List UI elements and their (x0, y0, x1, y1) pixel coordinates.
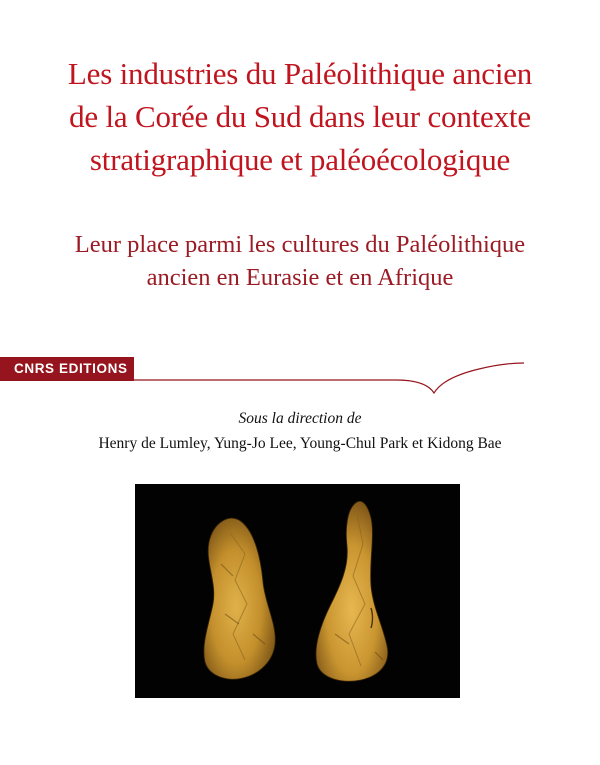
title-line-2: de la Corée du Sud dans leur contexte (69, 99, 531, 134)
publisher-label: CNRS EDITIONS (0, 357, 134, 381)
book-title (0, 52, 600, 181)
direction-label: Sous la direction de (238, 410, 362, 427)
editors-list: Henry de Lumley, Yung-Jo Lee, Young-Chul Park et Kidong Bae (98, 435, 502, 452)
biface-left (204, 518, 275, 679)
subtitle-line-1: Leur place parmi les cultures du Paléolithique (74, 231, 526, 258)
subtitle-line-2: ancien en Eurasie et en Afrique (146, 264, 454, 291)
stone-tools-image (135, 484, 460, 698)
title-line-1: Les industries du Paléolithique ancien (67, 56, 533, 91)
cover-photo (135, 484, 460, 698)
book-subtitle (0, 228, 600, 294)
title-line-3: stratigraphique et paléoécologique (89, 142, 511, 177)
decorative-rule (134, 355, 524, 399)
